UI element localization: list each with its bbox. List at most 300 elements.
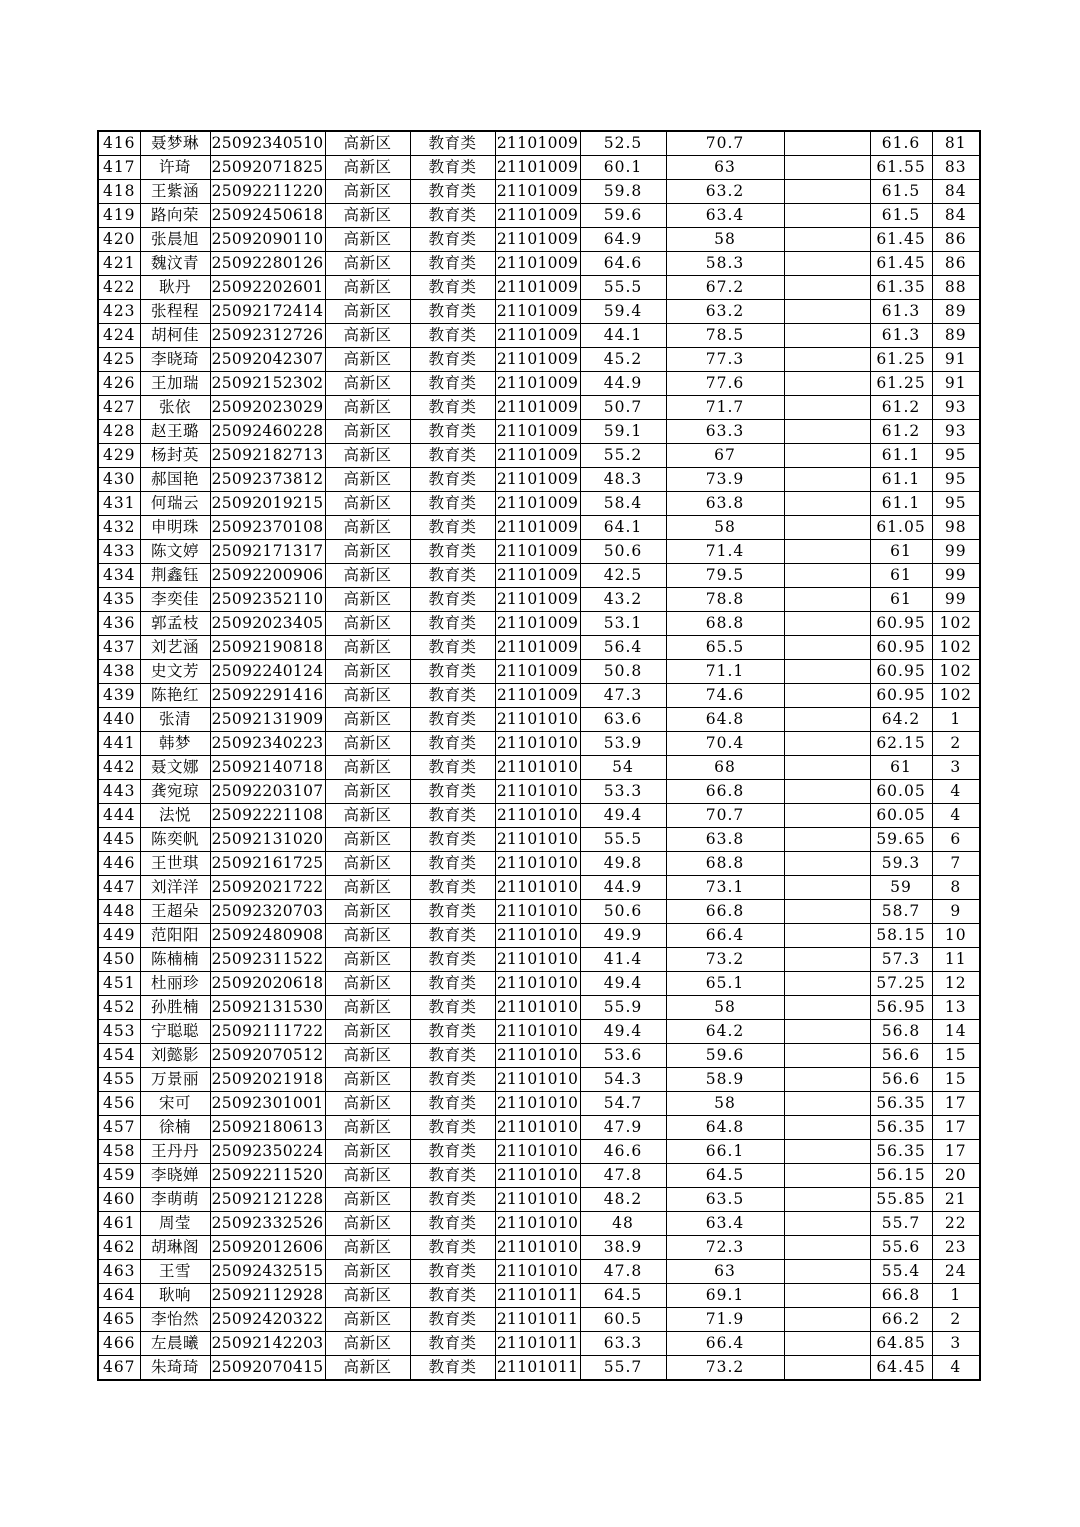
position-code-cell: 21101009 bbox=[495, 444, 580, 468]
category-cell: 教育类 bbox=[410, 1068, 495, 1092]
interview-score-cell: 70.7 bbox=[666, 804, 784, 828]
category-cell: 教育类 bbox=[410, 1308, 495, 1332]
written-score-cell: 54 bbox=[580, 756, 666, 780]
category-cell: 教育类 bbox=[410, 1284, 495, 1308]
total-score-cell: 58.7 bbox=[870, 900, 932, 924]
position-code-cell: 21101010 bbox=[495, 732, 580, 756]
rank-cell: 6 bbox=[932, 828, 980, 852]
total-score-cell: 61 bbox=[870, 564, 932, 588]
name-cell: 宁聪聪 bbox=[140, 1020, 210, 1044]
category-cell: 教育类 bbox=[410, 900, 495, 924]
name-cell: 左晨曦 bbox=[140, 1332, 210, 1356]
district-cell: 高新区 bbox=[325, 996, 410, 1020]
interview-score-cell: 66.4 bbox=[666, 1332, 784, 1356]
interview-score-cell: 58 bbox=[666, 516, 784, 540]
name-cell: 李晓婵 bbox=[140, 1164, 210, 1188]
name-cell: 胡琳阁 bbox=[140, 1236, 210, 1260]
table-row bbox=[98, 636, 980, 660]
category-cell: 教育类 bbox=[410, 1044, 495, 1068]
rank-cell: 15 bbox=[932, 1044, 980, 1068]
blank-cell bbox=[784, 660, 870, 684]
exam-id-cell: 25092450618 bbox=[210, 204, 325, 228]
total-score-cell: 60.05 bbox=[870, 804, 932, 828]
exam-id-cell: 25092301001 bbox=[210, 1092, 325, 1116]
blank-cell bbox=[784, 780, 870, 804]
category-cell: 教育类 bbox=[410, 1092, 495, 1116]
exam-id-cell: 25092070512 bbox=[210, 1044, 325, 1068]
blank-cell bbox=[784, 1212, 870, 1236]
exam-id-cell: 25092042307 bbox=[210, 348, 325, 372]
exam-id-cell: 25092432515 bbox=[210, 1260, 325, 1284]
district-cell: 高新区 bbox=[325, 1140, 410, 1164]
seq-cell: 436 bbox=[98, 612, 140, 636]
rank-cell: 88 bbox=[932, 276, 980, 300]
table-row bbox=[98, 564, 980, 588]
exam-id-cell: 25092200906 bbox=[210, 564, 325, 588]
category-cell: 教育类 bbox=[410, 660, 495, 684]
blank-cell bbox=[784, 900, 870, 924]
seq-cell: 426 bbox=[98, 372, 140, 396]
position-code-cell: 21101010 bbox=[495, 1068, 580, 1092]
position-code-cell: 21101009 bbox=[495, 588, 580, 612]
table-row bbox=[98, 131, 980, 156]
interview-score-cell: 77.6 bbox=[666, 372, 784, 396]
name-cell: 王紫涵 bbox=[140, 180, 210, 204]
rank-cell: 23 bbox=[932, 1236, 980, 1260]
blank-cell bbox=[784, 1068, 870, 1092]
seq-cell: 464 bbox=[98, 1284, 140, 1308]
written-score-cell: 63.3 bbox=[580, 1332, 666, 1356]
name-cell: 王丹丹 bbox=[140, 1140, 210, 1164]
table-row bbox=[98, 948, 980, 972]
district-cell: 高新区 bbox=[325, 492, 410, 516]
table-row bbox=[98, 684, 980, 708]
table-row bbox=[98, 996, 980, 1020]
category-cell: 教育类 bbox=[410, 1212, 495, 1236]
district-cell: 高新区 bbox=[325, 1020, 410, 1044]
total-score-cell: 61.6 bbox=[870, 131, 932, 156]
interview-score-cell: 65.5 bbox=[666, 636, 784, 660]
blank-cell bbox=[784, 1308, 870, 1332]
position-code-cell: 21101009 bbox=[495, 660, 580, 684]
seq-cell: 435 bbox=[98, 588, 140, 612]
name-cell: 张清 bbox=[140, 708, 210, 732]
name-cell: 法悦 bbox=[140, 804, 210, 828]
written-score-cell: 49.4 bbox=[580, 1020, 666, 1044]
position-code-cell: 21101010 bbox=[495, 1044, 580, 1068]
table-row bbox=[98, 516, 980, 540]
total-score-cell: 61 bbox=[870, 588, 932, 612]
district-cell: 高新区 bbox=[325, 444, 410, 468]
rank-cell: 102 bbox=[932, 684, 980, 708]
table-row bbox=[98, 300, 980, 324]
exam-id-cell: 25092350224 bbox=[210, 1140, 325, 1164]
exam-id-cell: 25092012606 bbox=[210, 1236, 325, 1260]
blank-cell bbox=[784, 228, 870, 252]
category-cell: 教育类 bbox=[410, 1188, 495, 1212]
exam-id-cell: 25092203107 bbox=[210, 780, 325, 804]
blank-cell bbox=[784, 852, 870, 876]
interview-score-cell: 69.1 bbox=[666, 1284, 784, 1308]
position-code-cell: 21101009 bbox=[495, 612, 580, 636]
table-row bbox=[98, 1260, 980, 1284]
seq-cell: 457 bbox=[98, 1116, 140, 1140]
exam-id-cell: 25092182713 bbox=[210, 444, 325, 468]
exam-id-cell: 25092131530 bbox=[210, 996, 325, 1020]
blank-cell bbox=[784, 300, 870, 324]
written-score-cell: 49.8 bbox=[580, 852, 666, 876]
position-code-cell: 21101010 bbox=[495, 948, 580, 972]
interview-score-cell: 66.4 bbox=[666, 924, 784, 948]
exam-id-cell: 25092111722 bbox=[210, 1020, 325, 1044]
exam-id-cell: 25092320703 bbox=[210, 900, 325, 924]
seq-cell: 427 bbox=[98, 396, 140, 420]
category-cell: 教育类 bbox=[410, 804, 495, 828]
rank-cell: 17 bbox=[932, 1140, 980, 1164]
total-score-cell: 61.45 bbox=[870, 252, 932, 276]
written-score-cell: 53.1 bbox=[580, 612, 666, 636]
category-cell: 教育类 bbox=[410, 1140, 495, 1164]
written-score-cell: 41.4 bbox=[580, 948, 666, 972]
written-score-cell: 64.9 bbox=[580, 228, 666, 252]
name-cell: 王雪 bbox=[140, 1260, 210, 1284]
interview-score-cell: 64.8 bbox=[666, 708, 784, 732]
name-cell: 史文芳 bbox=[140, 660, 210, 684]
name-cell: 赵王璐 bbox=[140, 420, 210, 444]
blank-cell bbox=[784, 612, 870, 636]
written-score-cell: 45.2 bbox=[580, 348, 666, 372]
district-cell: 高新区 bbox=[325, 156, 410, 180]
rank-cell: 102 bbox=[932, 660, 980, 684]
total-score-cell: 60.05 bbox=[870, 780, 932, 804]
rank-cell: 99 bbox=[932, 564, 980, 588]
rank-cell: 91 bbox=[932, 348, 980, 372]
rank-cell: 21 bbox=[932, 1188, 980, 1212]
written-score-cell: 64.1 bbox=[580, 516, 666, 540]
category-cell: 教育类 bbox=[410, 732, 495, 756]
exam-id-cell: 25092202601 bbox=[210, 276, 325, 300]
interview-score-cell: 58.3 bbox=[666, 252, 784, 276]
seq-cell: 442 bbox=[98, 756, 140, 780]
written-score-cell: 38.9 bbox=[580, 1236, 666, 1260]
table-row bbox=[98, 924, 980, 948]
total-score-cell: 61.2 bbox=[870, 396, 932, 420]
interview-score-cell: 73.2 bbox=[666, 948, 784, 972]
district-cell: 高新区 bbox=[325, 372, 410, 396]
district-cell: 高新区 bbox=[325, 300, 410, 324]
table-row bbox=[98, 1308, 980, 1332]
written-score-cell: 52.5 bbox=[580, 131, 666, 156]
interview-score-cell: 58.9 bbox=[666, 1068, 784, 1092]
written-score-cell: 55.5 bbox=[580, 276, 666, 300]
interview-score-cell: 78.8 bbox=[666, 588, 784, 612]
district-cell: 高新区 bbox=[325, 732, 410, 756]
total-score-cell: 61.55 bbox=[870, 156, 932, 180]
category-cell: 教育类 bbox=[410, 131, 495, 156]
seq-cell: 417 bbox=[98, 156, 140, 180]
interview-score-cell: 59.6 bbox=[666, 1044, 784, 1068]
exam-id-cell: 25092291416 bbox=[210, 684, 325, 708]
seq-cell: 463 bbox=[98, 1260, 140, 1284]
table-row bbox=[98, 1020, 980, 1044]
rank-cell: 95 bbox=[932, 444, 980, 468]
blank-cell bbox=[784, 1236, 870, 1260]
seq-cell: 444 bbox=[98, 804, 140, 828]
exam-id-cell: 25092332526 bbox=[210, 1212, 325, 1236]
rank-cell: 14 bbox=[932, 1020, 980, 1044]
interview-score-cell: 64.5 bbox=[666, 1164, 784, 1188]
total-score-cell: 56.35 bbox=[870, 1116, 932, 1140]
interview-score-cell: 63.2 bbox=[666, 180, 784, 204]
position-code-cell: 21101010 bbox=[495, 780, 580, 804]
position-code-cell: 21101009 bbox=[495, 180, 580, 204]
total-score-cell: 56.8 bbox=[870, 1020, 932, 1044]
table-row bbox=[98, 732, 980, 756]
district-cell: 高新区 bbox=[325, 540, 410, 564]
name-cell: 何瑞云 bbox=[140, 492, 210, 516]
blank-cell bbox=[784, 876, 870, 900]
position-code-cell: 21101010 bbox=[495, 1236, 580, 1260]
table-row bbox=[98, 1332, 980, 1356]
interview-score-cell: 66.8 bbox=[666, 900, 784, 924]
category-cell: 教育类 bbox=[410, 1260, 495, 1284]
blank-cell bbox=[784, 1188, 870, 1212]
total-score-cell: 61.45 bbox=[870, 228, 932, 252]
seq-cell: 433 bbox=[98, 540, 140, 564]
exam-id-cell: 25092121228 bbox=[210, 1188, 325, 1212]
category-cell: 教育类 bbox=[410, 324, 495, 348]
exam-id-cell: 25092142203 bbox=[210, 1332, 325, 1356]
interview-score-cell: 63 bbox=[666, 156, 784, 180]
table-row bbox=[98, 612, 980, 636]
position-code-cell: 21101010 bbox=[495, 804, 580, 828]
interview-score-cell: 74.6 bbox=[666, 684, 784, 708]
seq-cell: 445 bbox=[98, 828, 140, 852]
district-cell: 高新区 bbox=[325, 948, 410, 972]
name-cell: 路向荣 bbox=[140, 204, 210, 228]
total-score-cell: 61.1 bbox=[870, 468, 932, 492]
category-cell: 教育类 bbox=[410, 492, 495, 516]
exam-id-cell: 25092420322 bbox=[210, 1308, 325, 1332]
position-code-cell: 21101009 bbox=[495, 276, 580, 300]
category-cell: 教育类 bbox=[410, 852, 495, 876]
position-code-cell: 21101009 bbox=[495, 516, 580, 540]
total-score-cell: 61.2 bbox=[870, 420, 932, 444]
name-cell: 王超朵 bbox=[140, 900, 210, 924]
written-score-cell: 59.4 bbox=[580, 300, 666, 324]
written-score-cell: 44.1 bbox=[580, 324, 666, 348]
blank-cell bbox=[784, 348, 870, 372]
district-cell: 高新区 bbox=[325, 828, 410, 852]
blank-cell bbox=[784, 540, 870, 564]
table-row bbox=[98, 1188, 980, 1212]
position-code-cell: 21101010 bbox=[495, 1212, 580, 1236]
name-cell: 韩梦 bbox=[140, 732, 210, 756]
position-code-cell: 21101010 bbox=[495, 1140, 580, 1164]
name-cell: 李晓琦 bbox=[140, 348, 210, 372]
interview-score-cell: 70.4 bbox=[666, 732, 784, 756]
written-score-cell: 47.3 bbox=[580, 684, 666, 708]
name-cell: 刘艺涵 bbox=[140, 636, 210, 660]
written-score-cell: 56.4 bbox=[580, 636, 666, 660]
blank-cell bbox=[784, 252, 870, 276]
name-cell: 张晨旭 bbox=[140, 228, 210, 252]
exam-id-cell: 25092460228 bbox=[210, 420, 325, 444]
position-code-cell: 21101010 bbox=[495, 1188, 580, 1212]
interview-score-cell: 58 bbox=[666, 996, 784, 1020]
blank-cell bbox=[784, 588, 870, 612]
exam-id-cell: 25092171317 bbox=[210, 540, 325, 564]
district-cell: 高新区 bbox=[325, 1308, 410, 1332]
written-score-cell: 44.9 bbox=[580, 372, 666, 396]
total-score-cell: 57.3 bbox=[870, 948, 932, 972]
interview-score-cell: 63.8 bbox=[666, 492, 784, 516]
table-row bbox=[98, 660, 980, 684]
total-score-cell: 61.5 bbox=[870, 204, 932, 228]
written-score-cell: 55.2 bbox=[580, 444, 666, 468]
blank-cell bbox=[784, 1044, 870, 1068]
rank-cell: 24 bbox=[932, 1260, 980, 1284]
category-cell: 教育类 bbox=[410, 1164, 495, 1188]
category-cell: 教育类 bbox=[410, 1116, 495, 1140]
category-cell: 教育类 bbox=[410, 876, 495, 900]
blank-cell bbox=[784, 684, 870, 708]
interview-score-cell: 71.9 bbox=[666, 1308, 784, 1332]
position-code-cell: 21101011 bbox=[495, 1284, 580, 1308]
seq-cell: 467 bbox=[98, 1356, 140, 1381]
rank-cell: 98 bbox=[932, 516, 980, 540]
blank-cell bbox=[784, 1332, 870, 1356]
seq-cell: 437 bbox=[98, 636, 140, 660]
category-cell: 教育类 bbox=[410, 828, 495, 852]
name-cell: 陈艳红 bbox=[140, 684, 210, 708]
table-row bbox=[98, 780, 980, 804]
rank-cell: 83 bbox=[932, 156, 980, 180]
rank-cell: 17 bbox=[932, 1116, 980, 1140]
district-cell: 高新区 bbox=[325, 228, 410, 252]
total-score-cell: 61.35 bbox=[870, 276, 932, 300]
score-table-body bbox=[98, 131, 980, 1380]
rank-cell: 81 bbox=[932, 131, 980, 156]
exam-id-cell: 25092190818 bbox=[210, 636, 325, 660]
table-row bbox=[98, 852, 980, 876]
district-cell: 高新区 bbox=[325, 204, 410, 228]
seq-cell: 459 bbox=[98, 1164, 140, 1188]
category-cell: 教育类 bbox=[410, 156, 495, 180]
rank-cell: 102 bbox=[932, 612, 980, 636]
written-score-cell: 49.4 bbox=[580, 804, 666, 828]
exam-id-cell: 25092020618 bbox=[210, 972, 325, 996]
name-cell: 周莹 bbox=[140, 1212, 210, 1236]
rank-cell: 86 bbox=[932, 252, 980, 276]
district-cell: 高新区 bbox=[325, 1212, 410, 1236]
district-cell: 高新区 bbox=[325, 708, 410, 732]
category-cell: 教育类 bbox=[410, 588, 495, 612]
district-cell: 高新区 bbox=[325, 396, 410, 420]
table-row bbox=[98, 1092, 980, 1116]
interview-score-cell: 68 bbox=[666, 756, 784, 780]
table-row bbox=[98, 1236, 980, 1260]
table-row bbox=[98, 204, 980, 228]
position-code-cell: 21101009 bbox=[495, 131, 580, 156]
name-cell: 陈奕帆 bbox=[140, 828, 210, 852]
blank-cell bbox=[784, 564, 870, 588]
table-row bbox=[98, 1284, 980, 1308]
blank-cell bbox=[784, 131, 870, 156]
name-cell: 刘懿影 bbox=[140, 1044, 210, 1068]
total-score-cell: 62.15 bbox=[870, 732, 932, 756]
category-cell: 教育类 bbox=[410, 1356, 495, 1381]
written-score-cell: 43.2 bbox=[580, 588, 666, 612]
written-score-cell: 64.6 bbox=[580, 252, 666, 276]
name-cell: 李萌萌 bbox=[140, 1188, 210, 1212]
rank-cell: 22 bbox=[932, 1212, 980, 1236]
rank-cell: 4 bbox=[932, 1356, 980, 1381]
table-row bbox=[98, 348, 980, 372]
category-cell: 教育类 bbox=[410, 180, 495, 204]
written-score-cell: 44.9 bbox=[580, 876, 666, 900]
blank-cell bbox=[784, 180, 870, 204]
position-code-cell: 21101009 bbox=[495, 348, 580, 372]
written-score-cell: 48.2 bbox=[580, 1188, 666, 1212]
blank-cell bbox=[784, 324, 870, 348]
position-code-cell: 21101009 bbox=[495, 396, 580, 420]
written-score-cell: 54.3 bbox=[580, 1068, 666, 1092]
category-cell: 教育类 bbox=[410, 228, 495, 252]
name-cell: 徐楠 bbox=[140, 1116, 210, 1140]
exam-id-cell: 25092240124 bbox=[210, 660, 325, 684]
district-cell: 高新区 bbox=[325, 1236, 410, 1260]
table-row bbox=[98, 372, 980, 396]
category-cell: 教育类 bbox=[410, 780, 495, 804]
rank-cell: 93 bbox=[932, 420, 980, 444]
district-cell: 高新区 bbox=[325, 324, 410, 348]
category-cell: 教育类 bbox=[410, 708, 495, 732]
rank-cell: 2 bbox=[932, 1308, 980, 1332]
table-row bbox=[98, 1212, 980, 1236]
district-cell: 高新区 bbox=[325, 1068, 410, 1092]
district-cell: 高新区 bbox=[325, 420, 410, 444]
total-score-cell: 60.95 bbox=[870, 636, 932, 660]
seq-cell: 421 bbox=[98, 252, 140, 276]
table-row bbox=[98, 804, 980, 828]
position-code-cell: 21101009 bbox=[495, 156, 580, 180]
interview-score-cell: 79.5 bbox=[666, 564, 784, 588]
total-score-cell: 61.3 bbox=[870, 300, 932, 324]
category-cell: 教育类 bbox=[410, 372, 495, 396]
name-cell: 张程程 bbox=[140, 300, 210, 324]
exam-id-cell: 25092090110 bbox=[210, 228, 325, 252]
position-code-cell: 21101010 bbox=[495, 1164, 580, 1188]
name-cell: 陈楠楠 bbox=[140, 948, 210, 972]
exam-id-cell: 25092131909 bbox=[210, 708, 325, 732]
position-code-cell: 21101010 bbox=[495, 1092, 580, 1116]
blank-cell bbox=[784, 492, 870, 516]
interview-score-cell: 63.4 bbox=[666, 204, 784, 228]
blank-cell bbox=[784, 804, 870, 828]
name-cell: 耿响 bbox=[140, 1284, 210, 1308]
table-row bbox=[98, 396, 980, 420]
seq-cell: 462 bbox=[98, 1236, 140, 1260]
category-cell: 教育类 bbox=[410, 276, 495, 300]
seq-cell: 446 bbox=[98, 852, 140, 876]
seq-cell: 422 bbox=[98, 276, 140, 300]
table-row bbox=[98, 1164, 980, 1188]
written-score-cell: 55.5 bbox=[580, 828, 666, 852]
district-cell: 高新区 bbox=[325, 1260, 410, 1284]
blank-cell bbox=[784, 1260, 870, 1284]
total-score-cell: 57.25 bbox=[870, 972, 932, 996]
